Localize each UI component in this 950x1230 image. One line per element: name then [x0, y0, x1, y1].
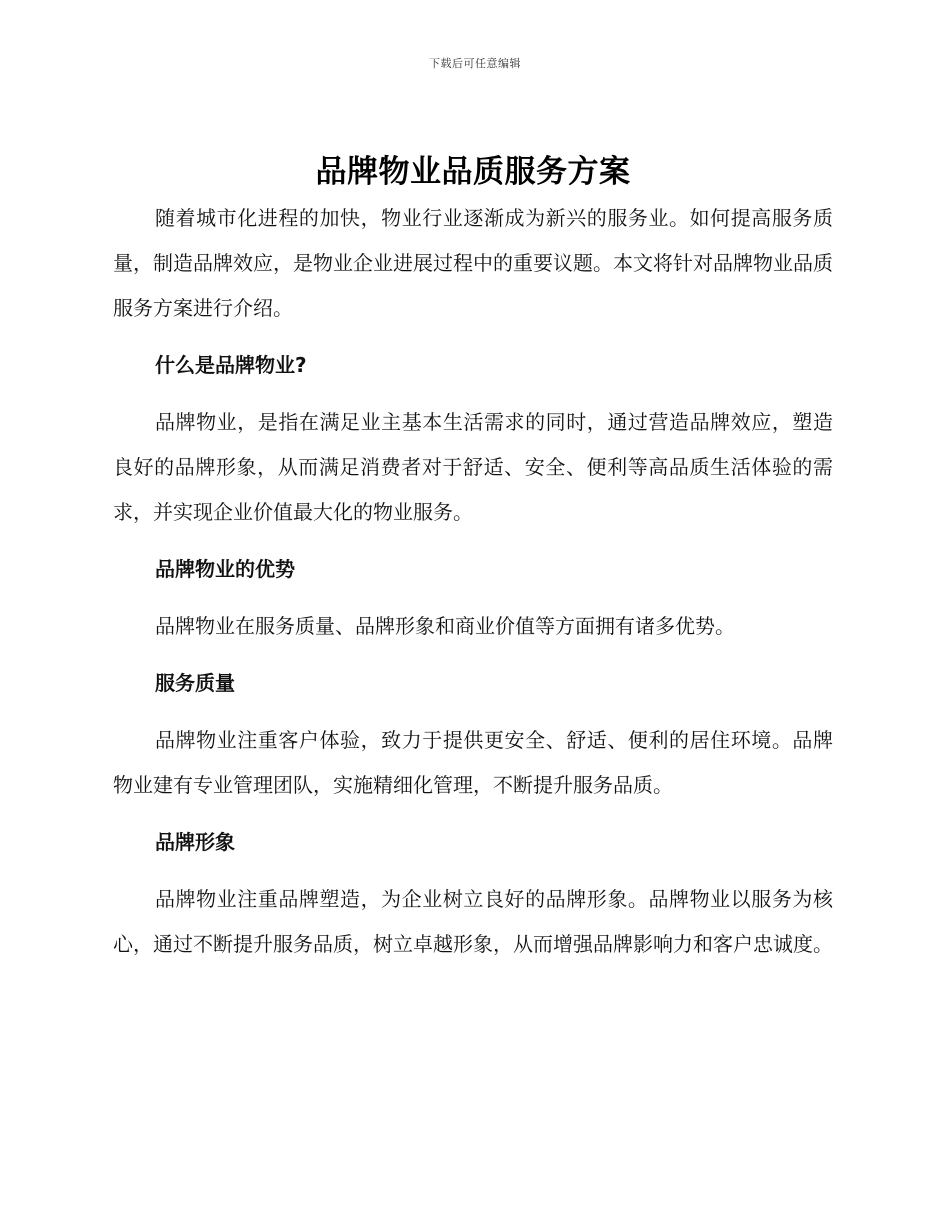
document-title: 品牌物业品质服务方案	[315, 154, 631, 190]
section-heading-service-quality: 服务质量	[155, 671, 235, 695]
section-heading-brand-image: 品牌形象	[155, 830, 235, 854]
section-body-advantages: 品牌物业在服务质量、品牌形象和商业价值等方面拥有诸多优势。	[155, 614, 735, 638]
document-content	[113, 148, 833, 967]
section-body-what-is: 品牌物业，是指在满足业主基本生活需求的同时，通过营造品牌效应，塑造良好的品牌形象，从而满足消费者对于舒适、安全、便利等高品质生活体验的需求，并实现企业价值最大化的物业服务。	[113, 410, 833, 524]
section-body-service-quality: 品牌物业注重客户体验，致力于提供更安全、舒适、便利的居住环境。品牌物业建有专业管理团队，实施精细化管理，不断提升服务品质。	[113, 728, 833, 797]
header-note: 下载后可任意编辑	[429, 57, 521, 70]
section-heading-what-is: 什么是品牌物业?	[155, 353, 307, 377]
section-body-brand-image: 品牌物业注重品牌塑造，为企业树立良好的品牌形象。品牌物业以服务为核心，通过不断提升服务品质，树立卓越形象，从而增强品牌影响力和客户忠诚度。	[113, 887, 833, 956]
section-heading-advantages: 品牌物业的优势	[155, 557, 295, 581]
intro-paragraph: 随着城市化进程的加快，物业行业逐渐成为新兴的服务业。如何提高服务质量，制造品牌效应，是物业企业进展过程中的重要议题。本文将针对品牌物业品质服务方案进行介绍。	[113, 206, 833, 320]
